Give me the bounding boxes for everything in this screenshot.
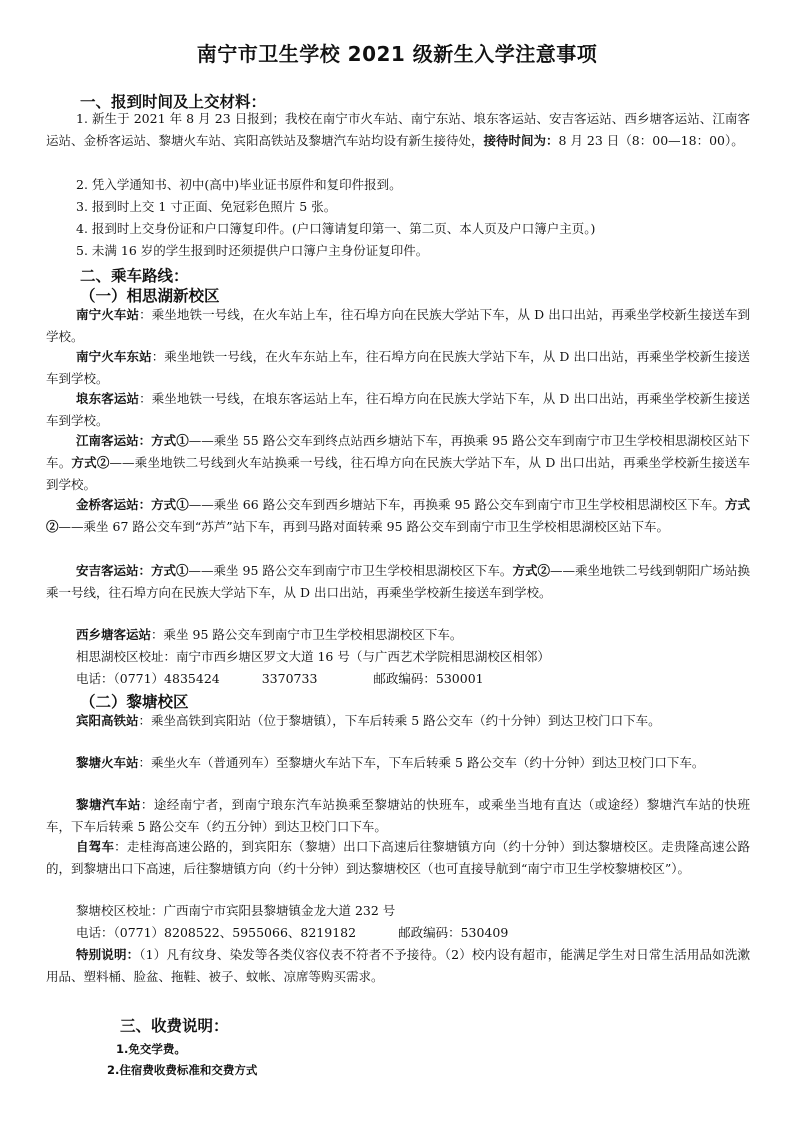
campus-2-postcode: 邮政编码：530409 (398, 925, 509, 940)
method-1-label: ：方式① (138, 497, 189, 512)
route-text: ：乘坐火车（普通列车）至黎塘火车站下车，下车后转乘 5 路公交车（约十分钟）到达卫校门口下车。 (138, 755, 705, 770)
special-note-label: 特别说明： (76, 947, 140, 962)
campus-1-phone: 电话：（0771）4835424 (76, 671, 220, 686)
route-text: ：乘坐地铁一号线，在火车站上车，往石埠方向在民族大学站下车，从 D 出口出站，再乘坐学校新生接送车到学校。 (46, 307, 750, 344)
method-1-text: ——乘坐 66 路公交车到西乡塘站下车，再换乘 95 路公交车到南宁市卫生学校相思湖校区下车。 (188, 497, 725, 512)
route-self-drive (46, 836, 750, 880)
route-litang-railway (46, 752, 750, 774)
campus-1-heading: （一）相思湖新校区 (80, 287, 220, 305)
route-text: ：走桂海高速公路的，到宾阳东（黎塘）出口下高速后往黎塘镇方向（约十分钟）到达黎塘校区。走贵隆高速公路的，到黎塘出口下高速，后往黎塘镇方向（约十分钟）到达黎塘校区（也可直接导航到“南宁市卫生学校黎塘校区”）。 (46, 839, 750, 876)
method-2-label: 方式② (46, 497, 750, 534)
campus-1-address: 相思湖校区校址：南宁市西乡塘区罗文大道 16 号（与广西艺术学院相思湖校区相邻） (76, 649, 550, 664)
route-label: 安吉客运站 (76, 563, 139, 578)
route-nanning-east (46, 346, 750, 390)
route-jiangnan (46, 430, 750, 496)
method-1-label: ：方式① (138, 433, 189, 448)
route-label: 南宁火车东站 (76, 349, 152, 364)
s3-item-1: 1.免交学费。 (116, 1042, 186, 1056)
route-label: 西乡塘客运站 (76, 627, 152, 642)
campus-2-phone: 电话：（0771）8208522、5955066、8219182 (76, 925, 357, 940)
s1-item-3: 3. 报到时上交 1 寸正面、免冠彩色照片 5 张。 (76, 199, 337, 214)
campus-2-heading: （二）黎塘校区 (80, 693, 189, 711)
s1-item-1-bold: 接待时间为： (483, 133, 559, 148)
route-text: ：途经南宁者，到南宁琅东汽车站换乘至黎塘站的快班车，或乘坐当地有直达（或途经）黎塘汽车站的快班车，下车后转乘 5 路公交车（约五分钟）到达卫校门口下车。 (46, 797, 750, 834)
route-label: 金桥客运站 (76, 497, 139, 512)
section-1-heading: 一、报到时间及上交材料： (80, 93, 267, 111)
method-2-text: ——乘坐地铁二号线到朝阳广场站换乘一号线，往石埠方向在民族大学站下车，从 D 出口出站，再乘坐学校新生接送车到学校。 (46, 563, 750, 600)
campus-2-contact (46, 922, 750, 944)
s1-item-2: 2. 凭入学通知书、初中(高中)毕业证书原件和复印件报到。 (76, 177, 402, 192)
route-nanning-railway (46, 304, 750, 348)
s1-item-5: 5. 未满 16 岁的学生报到时还须提供户口簿户主身份证复印件。 (76, 243, 429, 258)
section-2-heading: 二、乘车路线： (80, 267, 189, 285)
method-1-label: ：方式① (138, 563, 189, 578)
route-text: ：乘坐高铁到宾阳站（位于黎塘镇），下车后转乘 5 路公交车（约十分钟）到达卫校门口下车。 (138, 713, 661, 728)
route-text: ：乘坐 95 路公交车到南宁市卫生学校相思湖校区下车。 (151, 627, 463, 642)
special-note-text: （1）凡有纹身、染发等各类仪容仪表不符者不予接待。（2）校内设有超市，能满足学生对日常生活用品如洗漱用品、塑料桶、脸盆、拖鞋、被子、蚊帐、凉席等购买需求。 (46, 947, 750, 984)
s3-item-2: 2.住宿费收费标准和交费方式 (107, 1063, 258, 1077)
route-label: 黎塘火车站 (76, 755, 139, 770)
campus-1-contact (46, 668, 750, 690)
s1-item-1-time: 8 月 23 日（8：00—18：00）。 (558, 133, 744, 148)
method-1-text: ——乘坐 55 路公交车到终点站西乡塘站下车，再换乘 95 路公交车到南宁市卫生学校相思湖校区站下车。 (46, 433, 750, 470)
method-2-label: 方式② (512, 563, 550, 578)
s1-item-4: 4. 报到时上交身份证和户口簿复印件。(户口簿请复印第一、第二页、本人页及户口簿户主页。) (76, 221, 596, 236)
page-title: 南宁市卫生学校 2021 级新生入学注意事项 (196, 42, 598, 66)
route-jinqiao (46, 494, 750, 538)
route-langdong (46, 388, 750, 432)
route-litang-bus (46, 794, 750, 838)
special-note (46, 944, 750, 988)
campus-2-address: 黎塘校区校址：广西南宁市宾阳县黎塘镇金龙大道 232 号 (76, 903, 396, 918)
campus-1-postcode: 邮政编码：530001 (373, 671, 484, 686)
method-2-label: 方式② (71, 455, 110, 470)
route-xixiangtang (46, 624, 750, 646)
route-binyang-hsr (46, 710, 750, 732)
s1-item-1-text: 1. 新生于 2021 年 8 月 23 日报到；我校在南宁市火车站、南宁东站、埌东客运站、安吉客运站、西乡塘客运站、江南客运站、金桥客运站、黎塘火车站、宾阳高铁站及黎塘汽车站均设有新生接待处， (46, 111, 750, 148)
route-label: 埌东客运站 (76, 391, 140, 406)
route-text: ：乘坐地铁一号线，在埌东客运站上车，往石埠方向在民族大学站下车，从 D 出口出站，再乘坐学校新生接送车到学校。 (46, 391, 750, 428)
route-text: ：乘坐地铁一号线，在火车东站上车，往石埠方向在民族大学站下车，从 D 出口出站，再乘坐学校新生接送车到学校。 (46, 349, 750, 386)
method-2-text: ——乘坐 67 路公交车到“苏芦”站下车，再到马路对面转乘 95 路公交车到南宁市卫生学校相思湖校区站下车。 (58, 519, 670, 534)
route-label: 自驾车 (76, 839, 115, 854)
method-2-text: ——乘坐地铁二号线到火车站换乘一号线，往石埠方向在民族大学站下车，从 D 出口出站，再乘坐学校新生接送车到学校。 (46, 455, 750, 492)
route-label: 宾阳高铁站 (76, 713, 139, 728)
s1-item-1 (46, 108, 750, 152)
route-anji (46, 560, 750, 604)
route-label: 黎塘汽车站 (76, 797, 141, 812)
route-label: 江南客运站 (76, 433, 139, 448)
section-3-heading: 三、收费说明： (120, 1017, 229, 1035)
route-label: 南宁火车站 (76, 307, 140, 322)
method-1-text: ——乘坐 95 路公交车到南宁市卫生学校相思湖校区下车。 (188, 563, 513, 578)
campus-1-phone-2: 3370733 (261, 671, 318, 686)
